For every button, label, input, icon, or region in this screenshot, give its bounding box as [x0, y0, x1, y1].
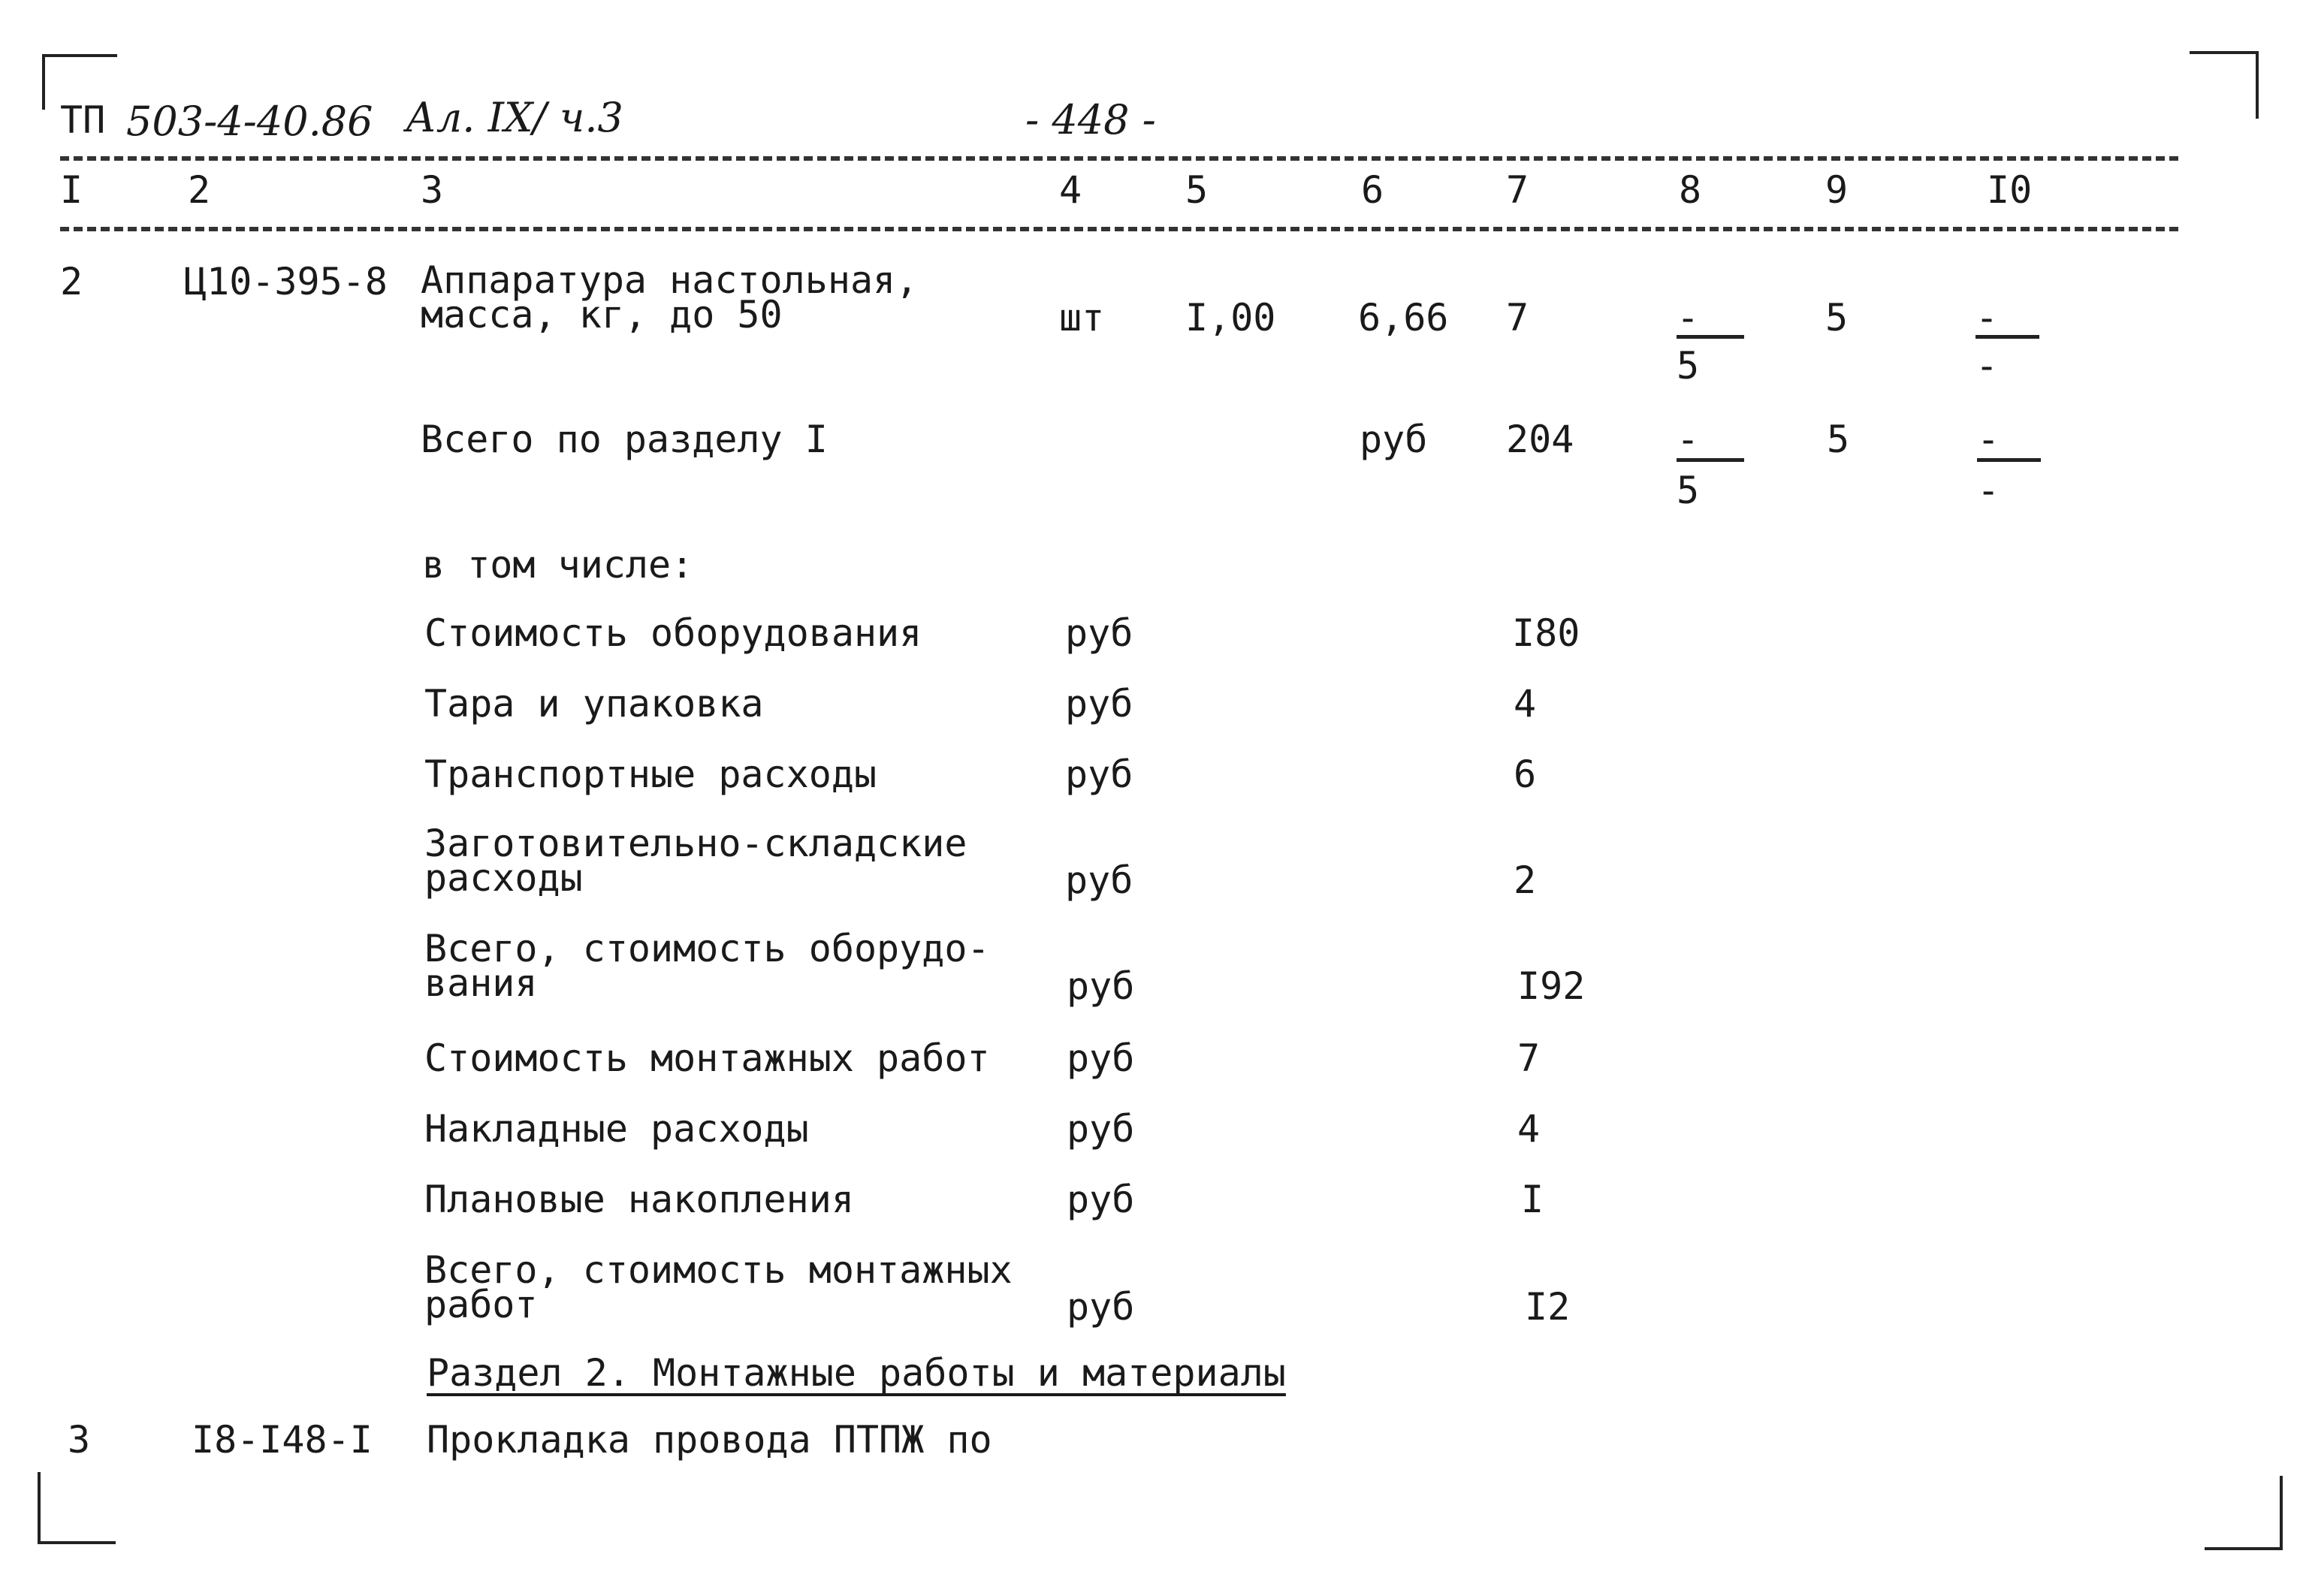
column-number-6: 6 [1361, 168, 1384, 212]
breakdown-value: I92 [1517, 964, 1586, 1008]
breakdown-unit: руб [1067, 1178, 1135, 1221]
column-number-7: 7 [1506, 168, 1529, 212]
row-number: 2 [60, 260, 83, 303]
section-total-col8-top: - [1677, 418, 1700, 461]
row-col8-bottom: 5 [1677, 344, 1700, 388]
row-quantity: I,00 [1185, 296, 1276, 339]
breakdown-label: Тара и упаковка [424, 682, 764, 726]
row-col8-bar [1677, 335, 1744, 339]
column-number-1: I [60, 168, 83, 212]
column-number-9: 9 [1825, 168, 1849, 212]
breakdown-unit: руб [1065, 858, 1133, 902]
breakdown-value: 6 [1514, 753, 1537, 796]
breakdown-value: I [1521, 1178, 1544, 1221]
section-2-title: Раздел 2. Монтажные работы и материалы [427, 1351, 1286, 1395]
row-unit: шт [1059, 296, 1105, 339]
section-total-col8-bar [1677, 458, 1744, 462]
corner-mark-bottom-right [2205, 1476, 2283, 1550]
doc-code: 503-4-40.86 [126, 98, 373, 145]
section-total-col10-bottom: - [1977, 469, 2000, 512]
column-number-3: 3 [421, 168, 444, 212]
column-number-2: 2 [188, 168, 211, 212]
page-number: - 448 - [1025, 96, 1156, 143]
breakdown-label: Стоимость оборудования [424, 611, 922, 655]
breakdown-label: Плановые накопления [424, 1178, 854, 1221]
column-number-8: 8 [1679, 168, 1702, 212]
album-reference: Ал. IX/ ч.3 [406, 94, 623, 141]
breakdown-value: 4 [1517, 1107, 1541, 1151]
row-col10-top: - [1975, 296, 1999, 339]
section-total-unit: руб [1360, 418, 1428, 461]
row-total: 7 [1506, 296, 1529, 339]
row-col9: 5 [1825, 296, 1849, 339]
breakdown-value: 7 [1517, 1036, 1541, 1080]
column-number-5: 5 [1185, 168, 1209, 212]
row-number: 3 [68, 1418, 91, 1462]
breakdown-label: Заготовительно-складские расходы [424, 822, 967, 900]
row-code: I8-I48-I [192, 1418, 373, 1462]
including-label: в том числе: [422, 543, 694, 587]
breakdown-label: Накладные расходы [424, 1107, 809, 1151]
section-total-label: Всего по разделу I [421, 418, 828, 461]
section-total-col9: 5 [1827, 418, 1850, 461]
row-unit-price: 6,66 [1358, 296, 1449, 339]
row-name: Прокладка провода ПТПЖ по [427, 1418, 992, 1462]
corner-mark-bottom-left [38, 1472, 116, 1544]
section-total-value: 204 [1506, 418, 1574, 461]
breakdown-unit: руб [1067, 1107, 1135, 1151]
row-code: Ц10-395-8 [184, 260, 388, 303]
breakdown-value: I80 [1512, 611, 1580, 655]
breakdown-label: Всего, стоимость оборудо- вания [424, 927, 990, 1005]
column-number-4: 4 [1059, 168, 1082, 212]
column-number-10: I0 [1987, 168, 2033, 212]
breakdown-unit: руб [1067, 964, 1135, 1008]
row-col8-top: - [1677, 296, 1700, 339]
breakdown-label: Всего, стоимость монтажных работ [424, 1248, 1013, 1326]
row-col10-bar [1975, 335, 2039, 339]
breakdown-unit: руб [1067, 1285, 1135, 1329]
breakdown-label: Транспортные расходы [424, 753, 877, 796]
doc-prefix: ТП [60, 98, 106, 142]
breakdown-unit: руб [1065, 682, 1133, 726]
header-rule-bottom [60, 227, 2178, 231]
row-name: Аппаратура настольная, масса, кг, до 50 [421, 258, 919, 336]
breakdown-value: 2 [1514, 858, 1537, 902]
breakdown-value: 4 [1514, 682, 1537, 726]
breakdown-unit: руб [1067, 1036, 1135, 1080]
row-col10-bottom: - [1975, 344, 1999, 388]
section-total-col10-bar [1977, 458, 2041, 462]
section-total-col10-top: - [1977, 418, 2000, 461]
header-rule-top [60, 156, 2178, 161]
section-total-col8-bottom: 5 [1677, 469, 1700, 512]
corner-mark-top-right [2190, 51, 2259, 119]
breakdown-label: Стоимость монтажных работ [424, 1036, 990, 1080]
breakdown-unit: руб [1065, 753, 1133, 796]
breakdown-value: I2 [1525, 1285, 1571, 1329]
breakdown-unit: руб [1065, 611, 1133, 655]
